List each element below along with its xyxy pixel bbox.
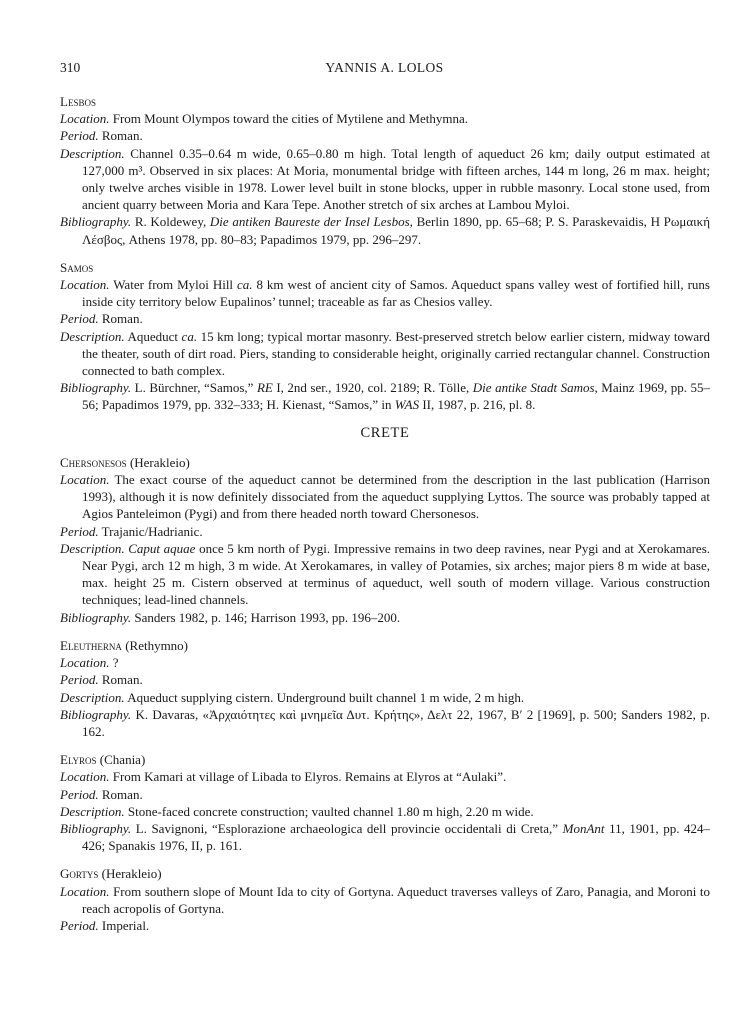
field-label: Location. [60,655,110,671]
period-field [60,786,710,803]
field-label: Description. [60,328,125,344]
field-text: Aqueduct [127,328,179,344]
period-field [60,127,710,144]
running-head [60,60,709,78]
abbreviation: ca. [181,328,198,344]
field-label: Period. [60,917,99,933]
location-field [60,654,710,671]
field-label: Location. [60,472,110,488]
period-field [60,310,710,327]
description-field [60,328,710,380]
entry-heading [60,751,710,768]
field-label: Bibliography. [60,609,132,625]
field-label: Location. [60,769,110,785]
work-title: Die antiken Baureste der Insel Lesbos, [209,214,413,230]
field-text: K. Davaras, «Ἀρχαιότητες καὶ μνημεῖα Δυτ. Κρήτης», Δελτ 22, 1967, Β′ 2 [1969], p. 500; Sanders 1982, p. 162. [82,706,710,739]
field-text: I, 2nd ser., 1920, col. 2189; R. Tölle, [276,380,470,396]
field-label: Bibliography. [60,820,132,836]
field-text: From southern slope of Mount Ida to city of Gortyna. Aqueduct traverses valleys of Zaro, Panagia, and Moroni to reach acropolis of Gortyna. [82,883,711,916]
field-text: Roman. [101,672,143,688]
bibliography-field [60,820,710,854]
field-text: II, 1987, p. 216, pl. 8. [422,397,536,413]
entry-heading [60,93,710,110]
journal-abbrev: WAS [394,397,420,413]
field-text: 15 km long; typical mortar masonry. Best-preserved stretch below earlier cistern, midway toward the theater, south of dirt road. Piers, standing to considerable height, originally carried rectangular channel. Construction connected to bath complex. [82,328,710,379]
field-label: Description. [60,689,125,705]
field-label: Location. [60,277,110,293]
journal-abbrev: MonAnt [562,820,605,836]
site-name: Eleutherna [60,637,122,653]
field-text: Roman. [101,128,143,144]
field-text: Sanders 1982, p. 146; Harrison 1993, pp. 196–200. [134,609,401,625]
site-region: (Herakleio) [129,454,190,470]
location-field [60,768,710,785]
field-text: 8 km west of ancient city of Samos. Aqueduct spans valley west of fortified hill, runs inside city territory below Eupalinos’ tunnel; traceable as far as Chesios valley. [82,277,710,310]
period-field [60,917,710,934]
period-field [60,523,710,540]
field-text: Water from Myloi Hill [113,277,234,293]
location-field [60,471,710,523]
entry-heading [60,865,710,882]
field-text: Channel 0.35–0.64 m wide, 0.65–0.80 m high. Total length of aqueduct 26 km; daily output estimated at 127,000 m³. Observed in six places: At Moria, monumental bridge with fifteen arches, 144 m long, 26 m max. height; only twelve arches visible in 1978. Lower level built in stone blocks, upper in rubble masonry. Local stone used, from ancient quarry between Moria and Kara Tepe. Another stretch of six arches at Lambou Myloi. [82,145,710,213]
field-text: Roman. [101,786,143,802]
entry-eleutherna [60,637,710,740]
field-text: Mainz 1969, pp. 55–56; Papadimos 1979, pp. 332–333; H. Kienast, “Samos,” in [82,380,711,413]
field-text: Stone-faced concrete construction; vaulted channel 1.80 m high, 2.20 m wide. [127,803,534,819]
site-name: Gortys [60,866,99,882]
bibliography-field [60,609,710,626]
journal-abbrev: RE [256,380,273,396]
field-text: Trajanic/Hadrianic. [101,523,203,539]
entry-heading [60,259,710,276]
entry-chersonesos [60,454,710,626]
field-label: Period. [60,786,99,802]
entry-gortys [60,865,710,934]
field-label: Bibliography. [60,706,132,722]
site-region: (Herakleio) [101,866,162,882]
field-label: Description. [60,540,125,556]
site-name: Samos [60,259,94,275]
description-field [60,803,710,820]
field-text: Imperial. [101,917,150,933]
bibliography-field [60,706,710,740]
site-name: Elyros [60,752,97,768]
field-text: The exact course of the aqueduct cannot be determined from the description in the last publication (Harrison 1993), although it is now definitely dissociated from the aqueduct supplying Lyttos. The source was probably tapped at Agios Panteleimon (Pygi) and from there headed north toward Chersonesos. [82,472,711,522]
field-text: R. Koldewey, [134,214,207,230]
field-label: Location. [60,883,110,899]
field-text: Berlin 1890, pp. 65–68; P. S. Paraskevaidis, Η Ρωμαική Λέσβος, Athens 1978, pp. 80–83; Papadimos 1979, pp. 296–297. [82,214,711,247]
field-text: once 5 km north of Pygi. Impressive remains in two deep ravines, near Pygi and at Xerokamares. Near Pygi, arch 12 m high, 3 m wide. At Xerokamares, in valley of Potamies, six arches; major piers 8 m wide at base, max. height 25 m. Cistern observed at terminus of aqueduct, well south of modern village. Various construction techniques; lead-lined channels. [82,540,711,608]
site-region: (Chania) [99,752,146,768]
bibliography-field [60,213,710,247]
entry-heading [60,454,710,471]
field-label: Period. [60,311,99,327]
site-name: Chersonesos [60,454,127,470]
description-field [60,540,710,609]
field-text: L. Bürchner, “Samos,” [134,380,254,396]
description-field [60,689,710,706]
field-label: Bibliography. [60,214,132,230]
field-label: Period. [60,672,99,688]
location-field [60,276,710,310]
bibliography-field [60,379,710,413]
field-label: Period. [60,128,99,144]
field-label: Location. [60,111,110,127]
site-name: Lesbos [60,94,96,109]
field-text: From Kamari at village of Libada to Elyros. Remains at Elyros at “Aulaki”. [112,769,507,785]
field-text: Aqueduct supplying cistern. Underground built channel 1 m wide, 2 m high. [127,689,525,705]
entry-lesbos [60,93,710,248]
page-number: 310 [60,60,81,75]
work-title: Die antike Stadt Samos, [472,380,598,396]
running-title: YANNIS A. LOLOS [325,60,444,75]
location-field [60,883,710,917]
latin-term: Caput aquae [128,540,196,556]
field-label: Description. [60,145,125,161]
field-text: From Mount Olympos toward the cities of Mytilene and Methymna. [112,111,469,127]
entry-elyros [60,751,710,854]
section-heading-crete: CRETE [360,424,410,441]
field-text: 11, 1901, pp. 424–426; Spanakis 1976, II, p. 161. [82,820,711,854]
field-text: Roman. [101,311,143,327]
field-text: ? [112,655,119,671]
field-label: Description. [60,803,125,819]
entry-samos [60,259,710,414]
abbreviation: ca. [237,277,253,293]
location-field [60,110,710,127]
page-content [60,93,710,945]
field-text: L. Savignoni, “Esplorazione archaeologica dell provincie occidentali di Creta,” [135,820,559,836]
field-label: Bibliography. [60,380,132,396]
period-field [60,671,710,688]
entry-heading [60,637,710,654]
site-region: (Rethymno) [125,637,189,653]
description-field [60,145,710,214]
field-label: Period. [60,523,99,539]
